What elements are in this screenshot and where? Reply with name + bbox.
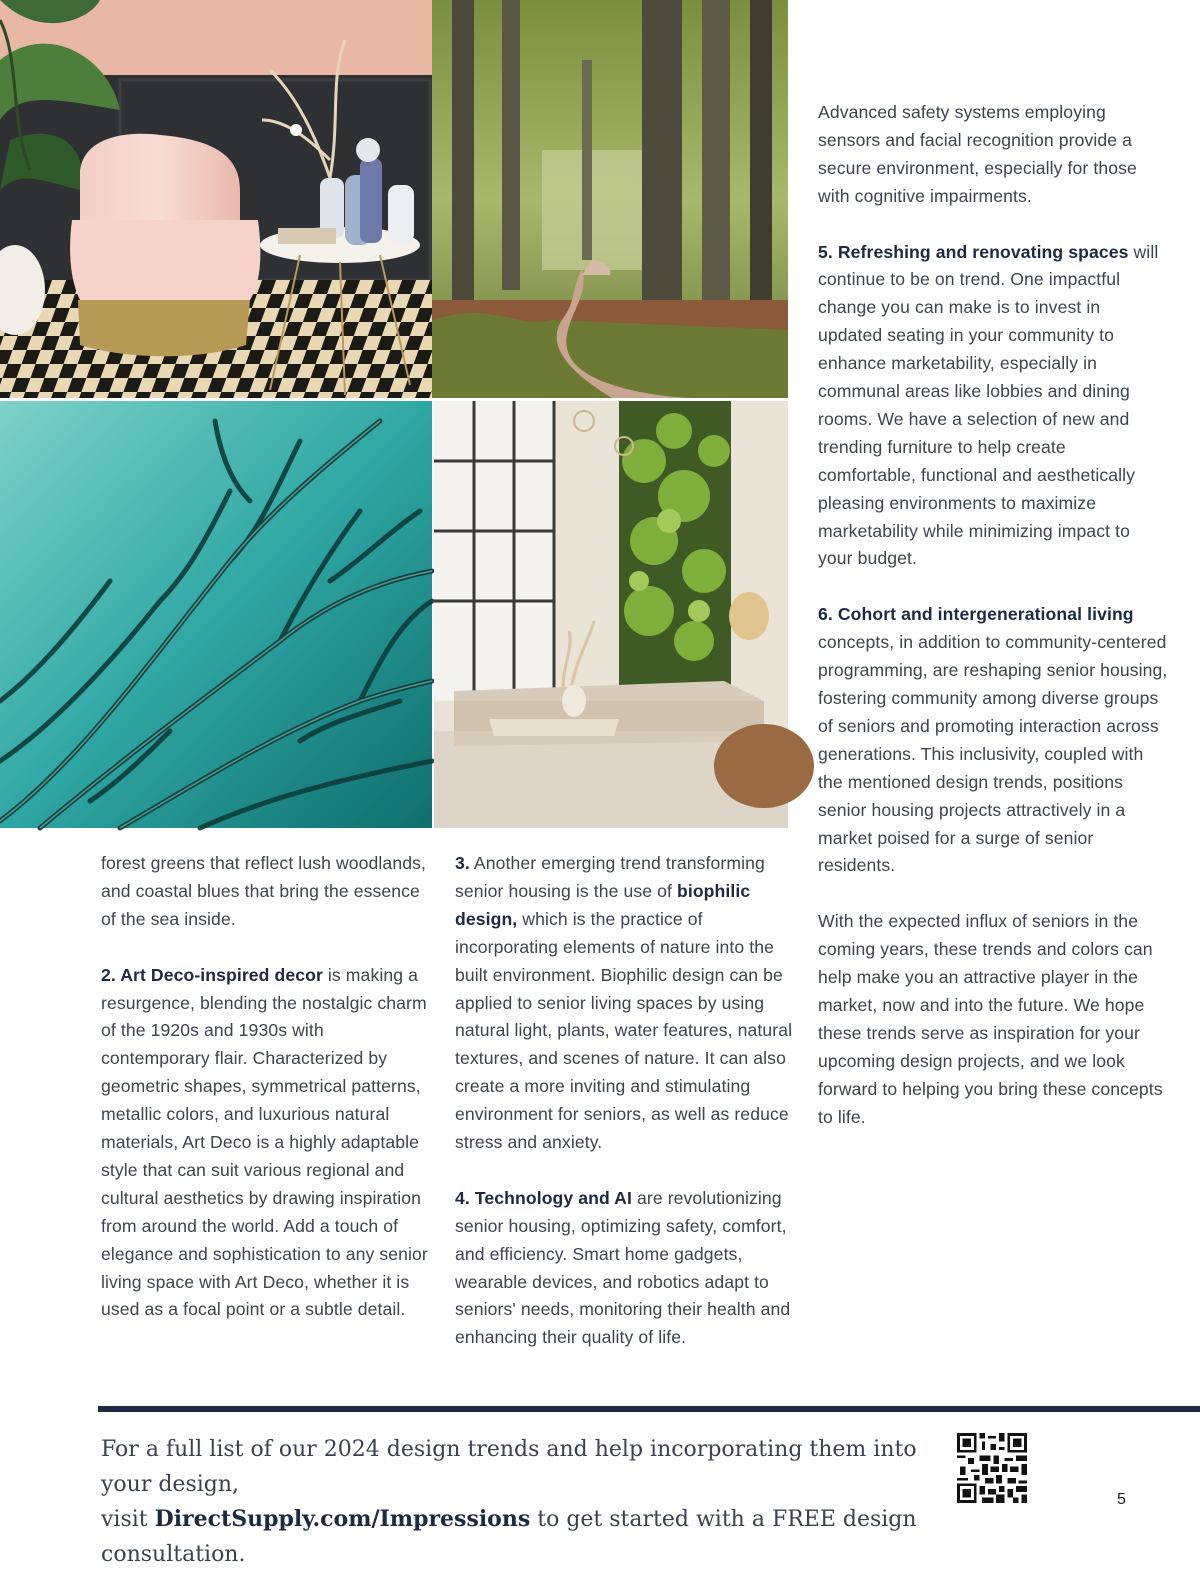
text-column-left [101,850,433,1324]
paragraph-colors-continued: forest greens that reflect lush woodlands, and coastal blues that bring the essence of the sea inside. [101,853,426,929]
term-biophilic-design: biophilic design, [455,880,751,929]
paragraph-trend-3 [455,850,807,1157]
heading-trend-4: 4. Technology and AI [455,1187,632,1208]
paragraph-trend-2 [101,962,433,1325]
paragraph-trend-4 [455,1185,807,1352]
heading-trend-5: 5. Refreshing and renovating spaces [818,241,1129,262]
text-column-right [818,99,1168,1131]
paragraph-conclusion: With the expected influx of seniors in the coming years, these trends and colors can help make you an attractive player in the market, now and into the future. We hope these trends serve as inspiration for your upcoming design projects, and we look forward to helping you bring these concepts to life. [818,911,1163,1127]
cta-visit: visit [101,1507,155,1532]
number-trend-3: 3. [455,853,470,873]
heading-trend-2: 2. Art Deco-inspired decor [101,964,323,985]
body-trend-3-a: Another emerging trend transforming senior housing is the use of [455,853,765,901]
cta-rest: to get started with a FREE design consultation. [101,1507,917,1567]
paragraph-trend-5 [818,239,1168,574]
body-trend-5: will continue to be on trend. One impactful change you can make is to invest in updated seating in your community to enhance marketability, especially in communal areas like lobbies and dining rooms. We have a selection of new and trending furniture to help create comfortable, functional and aesthetically pleasing environments to maximize marketability while minimizing impact to your budget. [818,241,1159,569]
photo-pink-armchair [0,0,432,398]
footer-call-to-action [101,1432,951,1572]
page-number: 5 [1117,1491,1126,1508]
footer-divider [98,1406,1200,1412]
paragraph-safety-systems: Advanced safety systems employing sensors and facial recognition provide a secure environment, especially for those with cognitive impairments. [818,102,1137,206]
body-trend-6: concepts, in addition to community-centered programming, are reshaping senior housing, fostering community among diverse groups of seniors and promoting interaction across generations. This inclusivity, coupled with the mentioned design trends, positions senior housing projects attractively in a market poised for a surge of senior residents. [818,632,1168,876]
cta-website-link[interactable]: DirectSupply.com/Impressions [154,1506,531,1532]
photo-biophilic-lounge [434,401,788,828]
paragraph-trend-6 [818,601,1168,880]
qr-code-icon[interactable] [957,1433,1027,1503]
body-trend-3-b: which is the practice of incorporating elements of nature into the built environment. Biophilic design can be applied to senior living spaces by using natural light, plants, water features, natural textures, and scenes of nature. It can also create a more inviting and stimulating environment for seniors, as well as reduce stress and anxiety. [455,908,793,1153]
text-column-middle [455,850,807,1352]
heading-trend-6: 6. Cohort and intergenerational living [818,604,1134,625]
body-trend-2: is making a resurgence, blending the nostalgic charm of the 1920s and 1930s with contemporary flair. Characterized by geometric shapes, symmetrical patterns, metallic colors, and luxurious natural materials, Art Deco is a highly adaptable style that can suit various regional and cultural aesthetics by drawing inspiration from around the world. Add a touch of elegance and sophistication to any senior living space with Art Deco, whether it is used as a focal point or a subtle detail. [101,964,428,1320]
photo-sea-fan-coral [0,401,432,828]
body-trend-4: are revolutionizing senior housing, optimizing safety, comfort, and efficiency. Smart home gadgets, wearable devices, and robotics adapt to seniors' needs, monitoring their health and enhancing their quality of life. [455,1187,791,1348]
cta-line-1: For a full list of our 2024 design trends and help incorporating them into your design, [101,1437,917,1497]
photo-forest-path [432,0,788,398]
